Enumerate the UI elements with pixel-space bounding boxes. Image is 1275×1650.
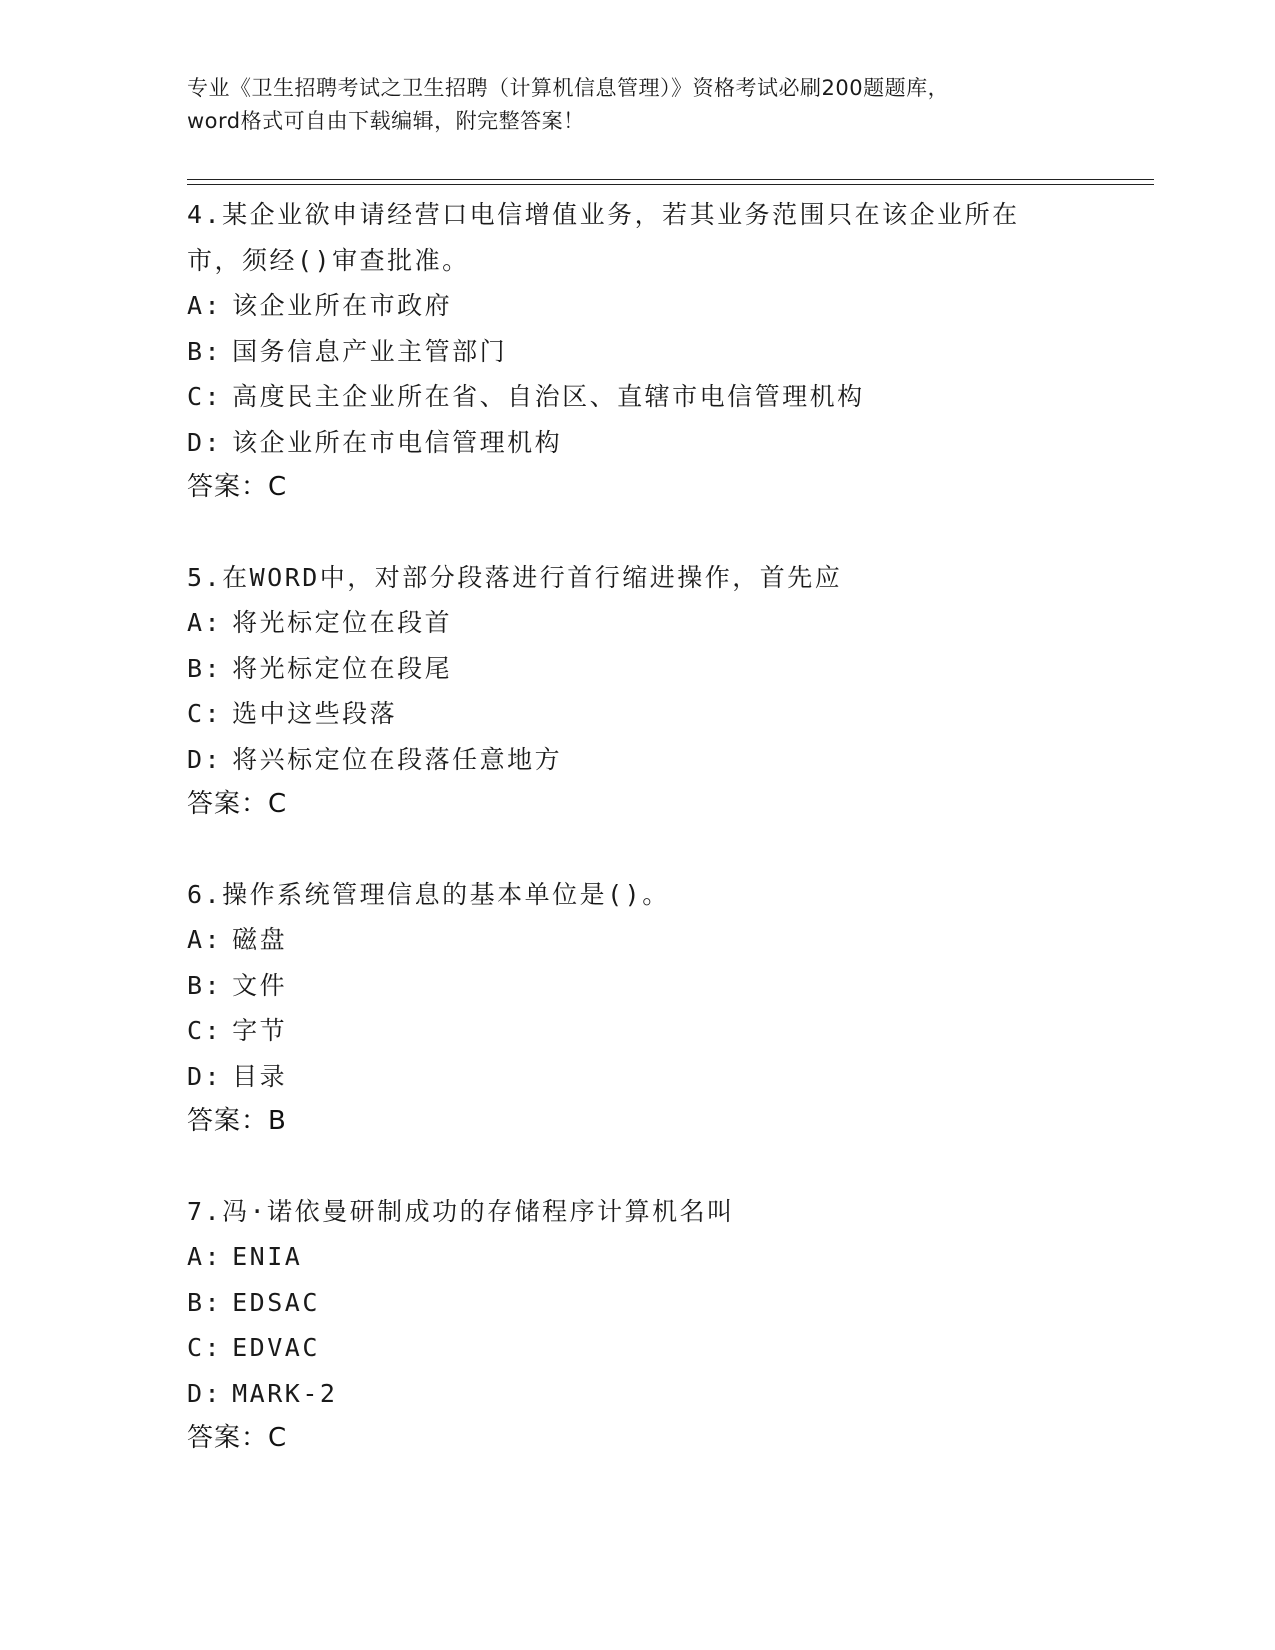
option-text: 高度民主企业所在省、自治区、直辖市电信管理机构 bbox=[232, 382, 865, 411]
question-6 bbox=[187, 872, 1147, 1145]
option-text: 将兴标定位在段落任意地方 bbox=[232, 744, 563, 774]
header-line-2: word格式可自由下载编辑，附完整答案！ bbox=[187, 109, 585, 133]
option-text: EDVAC bbox=[232, 1333, 320, 1362]
question-list bbox=[187, 192, 1147, 1462]
option-letter: C: bbox=[187, 1016, 223, 1045]
question-stem: 6.操作系统管理信息的基本单位是()。 bbox=[187, 879, 670, 909]
option-d bbox=[187, 1371, 1147, 1417]
option-letter: B: bbox=[187, 336, 223, 366]
option-a bbox=[187, 600, 1147, 646]
option-letter: C: bbox=[187, 382, 223, 411]
option-a bbox=[187, 1234, 1147, 1280]
option-letter: D: bbox=[187, 744, 223, 774]
option-text: 将光标定位在段尾 bbox=[232, 653, 453, 683]
answer-line: 答案：C bbox=[187, 789, 288, 819]
option-letter: D: bbox=[187, 1378, 223, 1408]
question-stem-continued: 市，须经()审查批准。 bbox=[187, 245, 470, 275]
question-7 bbox=[187, 1189, 1147, 1462]
answer-line: 答案：B bbox=[187, 1106, 287, 1136]
option-letter: B: bbox=[187, 970, 223, 1000]
option-b bbox=[187, 646, 1147, 692]
option-letter: A: bbox=[187, 1242, 223, 1271]
question-4 bbox=[187, 192, 1147, 511]
option-letter: C: bbox=[187, 1333, 223, 1362]
option-text: 国务信息产业主管部门 bbox=[232, 336, 508, 366]
option-text: ENIA bbox=[232, 1242, 303, 1271]
option-letter: B: bbox=[187, 653, 223, 683]
option-letter: A: bbox=[187, 291, 223, 320]
header-line-1: 专业《卫生招聘考试之卫生招聘（计算机信息管理）》资格考试必刷200题题库， bbox=[187, 76, 950, 100]
option-letter: C: bbox=[187, 699, 223, 728]
option-letter: B: bbox=[187, 1287, 223, 1317]
option-d bbox=[187, 1054, 1147, 1100]
option-b bbox=[187, 963, 1147, 1009]
answer-line: 答案：C bbox=[187, 1423, 288, 1453]
option-text: 将光标定位在段首 bbox=[232, 608, 453, 637]
option-c bbox=[187, 374, 1147, 420]
option-letter: D: bbox=[187, 1061, 223, 1091]
question-5 bbox=[187, 555, 1147, 828]
option-d bbox=[187, 420, 1147, 466]
question-stem: 5.在WORD中，对部分段落进行首行缩进操作，首先应 bbox=[187, 562, 843, 592]
option-text: 文件 bbox=[232, 970, 288, 1000]
question-stem: 4.某企业欲申请经营口电信增值业务，若其业务范围只在该企业所在 bbox=[187, 200, 1020, 229]
option-d bbox=[187, 737, 1147, 783]
option-c bbox=[187, 1325, 1147, 1371]
option-c bbox=[187, 691, 1147, 737]
option-text: 该企业所在市政府 bbox=[232, 291, 453, 320]
document-header bbox=[187, 72, 1087, 138]
option-b bbox=[187, 329, 1147, 375]
option-a bbox=[187, 917, 1147, 963]
option-letter: A: bbox=[187, 608, 223, 637]
option-a bbox=[187, 283, 1147, 329]
option-text: 字节 bbox=[232, 1016, 288, 1045]
option-text: 磁盘 bbox=[232, 925, 288, 954]
option-text: 选中这些段落 bbox=[232, 699, 398, 728]
answer-line: 答案：C bbox=[187, 472, 288, 502]
header-divider-bottom bbox=[187, 184, 1154, 185]
option-text: EDSAC bbox=[232, 1287, 320, 1317]
question-stem: 7.冯·诺依曼研制成功的存储程序计算机名叫 bbox=[187, 1196, 735, 1226]
option-letter: A: bbox=[187, 925, 223, 954]
option-letter: D: bbox=[187, 427, 223, 457]
option-text: 该企业所在市电信管理机构 bbox=[232, 427, 563, 457]
option-c bbox=[187, 1008, 1147, 1054]
option-text: MARK-2 bbox=[232, 1378, 338, 1408]
header-divider-top bbox=[187, 179, 1154, 180]
option-text: 目录 bbox=[232, 1061, 288, 1091]
option-b bbox=[187, 1280, 1147, 1326]
